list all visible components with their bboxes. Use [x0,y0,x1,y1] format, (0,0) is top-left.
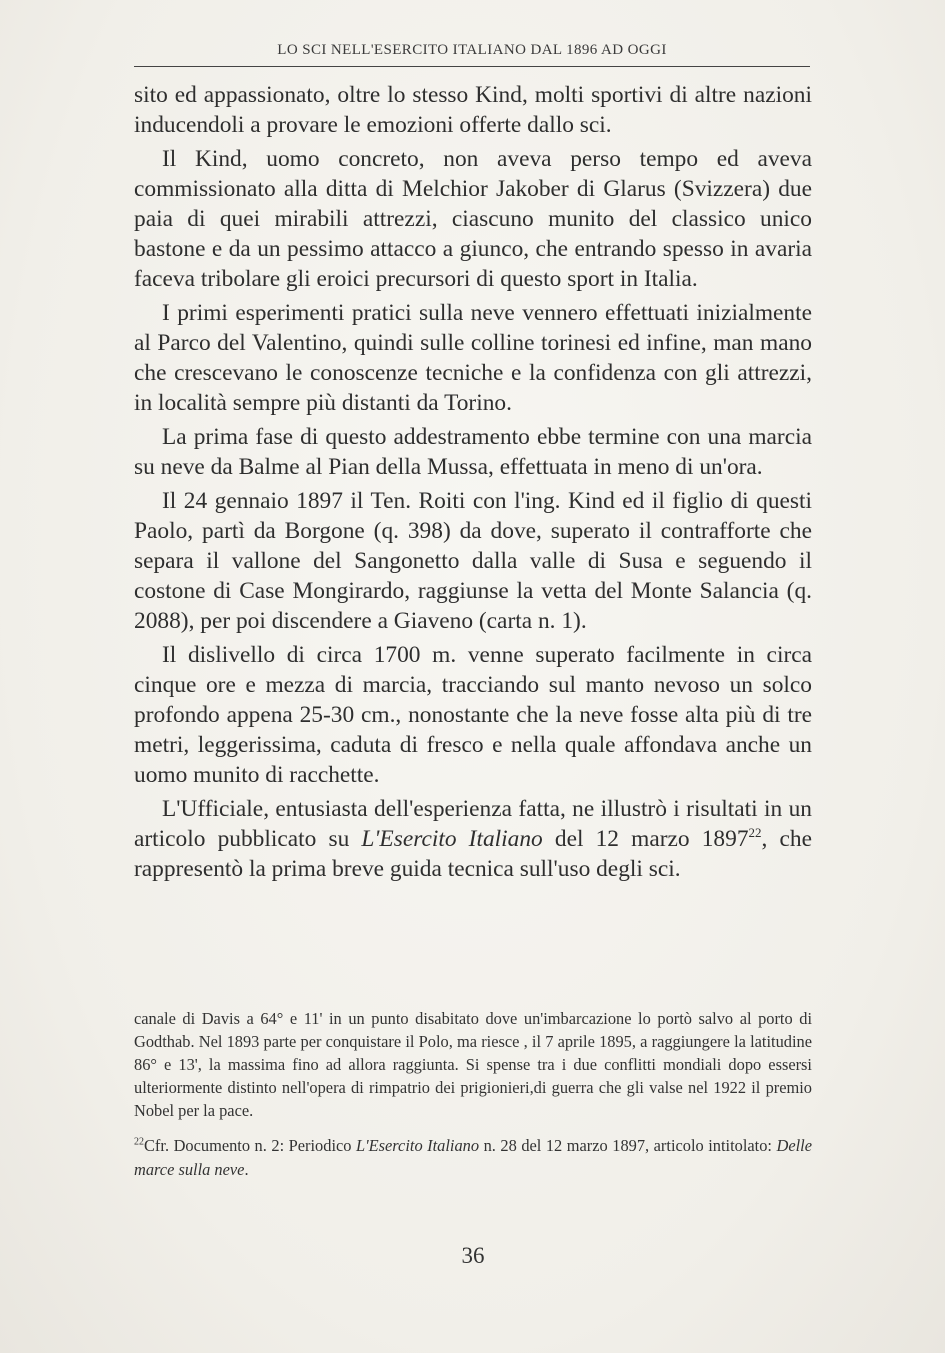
paragraph-4: La prima fase di questo addestramento ebbe termine con una marcia su neve da Balme al Pian della Mussa, effettuata in meno di un'ora. [134,424,812,480]
paragraph-5: Il 24 gennaio 1897 il Ten. Roiti con l'ing. Kind ed il figlio di questi Paolo, partì da Borgone (q. 398) da dove, superato il contrafforte che separa il vallone del Sangonetto dalla valle di Susa e seguendo il costone di Case Mongirardo, raggiunse la vetta del Monte Salancia (q. 2088), per poi discendere a Giaveno (carta n. 1). [134,488,812,634]
footnote-22 [134,1134,812,1180]
paragraph-7-text-c: , che rappresentò la prima breve guida tecnica sull'uso degli sci. [134,826,812,882]
footnote-22-text-c: . [244,1159,249,1179]
footnote-periodical: L'Esercito Italiano [356,1136,480,1156]
paragraph-2: Il Kind, uomo concreto, non aveva perso tempo ed aveva commissionato alla ditta di Melchior Jakober di Glarus (Svizzera) due paia di quei mirabili attrezzi, ciascuno munito del classico unico bastone e da un pessimo attacco a giunco, che entrando spesso in avaria faceva tribolare gli eroici precursori di questo sport in Italia. [134,146,812,292]
header-rule [134,66,810,67]
footnote-number: 22 [134,1137,144,1148]
footnote-continued: canale di Davis a 64° e 11' in un punto disabitato dove un'imbarcazione lo portò salvo al porto di Godthab. Nel 1893 parte per conquistare il Polo, ma riesce , il 7 aprile 1895, a raggiungere la latitudine 86° e 13', la massima fino ad allora raggiunta. Si spense tra i due conflitti mondiali dopo essersi ulteriormente distinto nell'opera di rimpatrio dei prigionieri,di guerra che gli valse nel 1922 il premio Nobel per la pace. [134,1009,812,1121]
footnote-article-title: Delle marce sulla neve [134,1136,812,1179]
paragraph-7-text-a: L'Ufficiale, entusiasta dell'esperienza fatta, ne illustrò i risultati in un articolo pubblicato su [134,796,812,852]
paragraph-6: Il dislivello di circa 1700 m. venne superato facilmente in circa cinque ore e mezza di marcia, tracciando sul manto nevoso un solco profondo appena 25-30 cm., nonostante che la neve fosse alta più di tre metri, leggerissima, caduta di fresco e nella quale affondava anche un uomo munito di racchette. [134,642,812,788]
paragraph-7-text-b: del 12 marzo 1897 [542,826,749,852]
main-text [134,80,812,888]
paragraph-3: I primi esperimenti pratici sulla neve vennero effettuati inizialmente al Parco del Valentino, quindi sulle colline torinesi ed infine, man mano che crescevano le conoscenze tecniche e la confidenza con gli attrezzi, in località sempre più distanti da Torino. [134,300,812,416]
running-head: LO SCI NELL'ESERCITO ITALIANO DAL 1896 AD OGGI [277,42,667,58]
footnotes [134,1007,812,1193]
footnote-ref-22[interactable]: 22 [748,825,762,841]
paragraph-1: sito ed appassionato, oltre lo stesso Kind, molti sportivi di altre nazioni inducendoli a provare le emozioni offerte dallo sci. [134,82,812,138]
footnote-22-text-a: Cfr. Documento n. 2: Periodico [144,1136,356,1156]
periodical-title: L'Esercito Italiano [361,826,543,852]
paragraph-7 [134,794,812,884]
page-number: 36 [461,1243,485,1268]
footnote-22-text-b: n. 28 del 12 marzo 1897, articolo intitolato: [479,1136,777,1156]
